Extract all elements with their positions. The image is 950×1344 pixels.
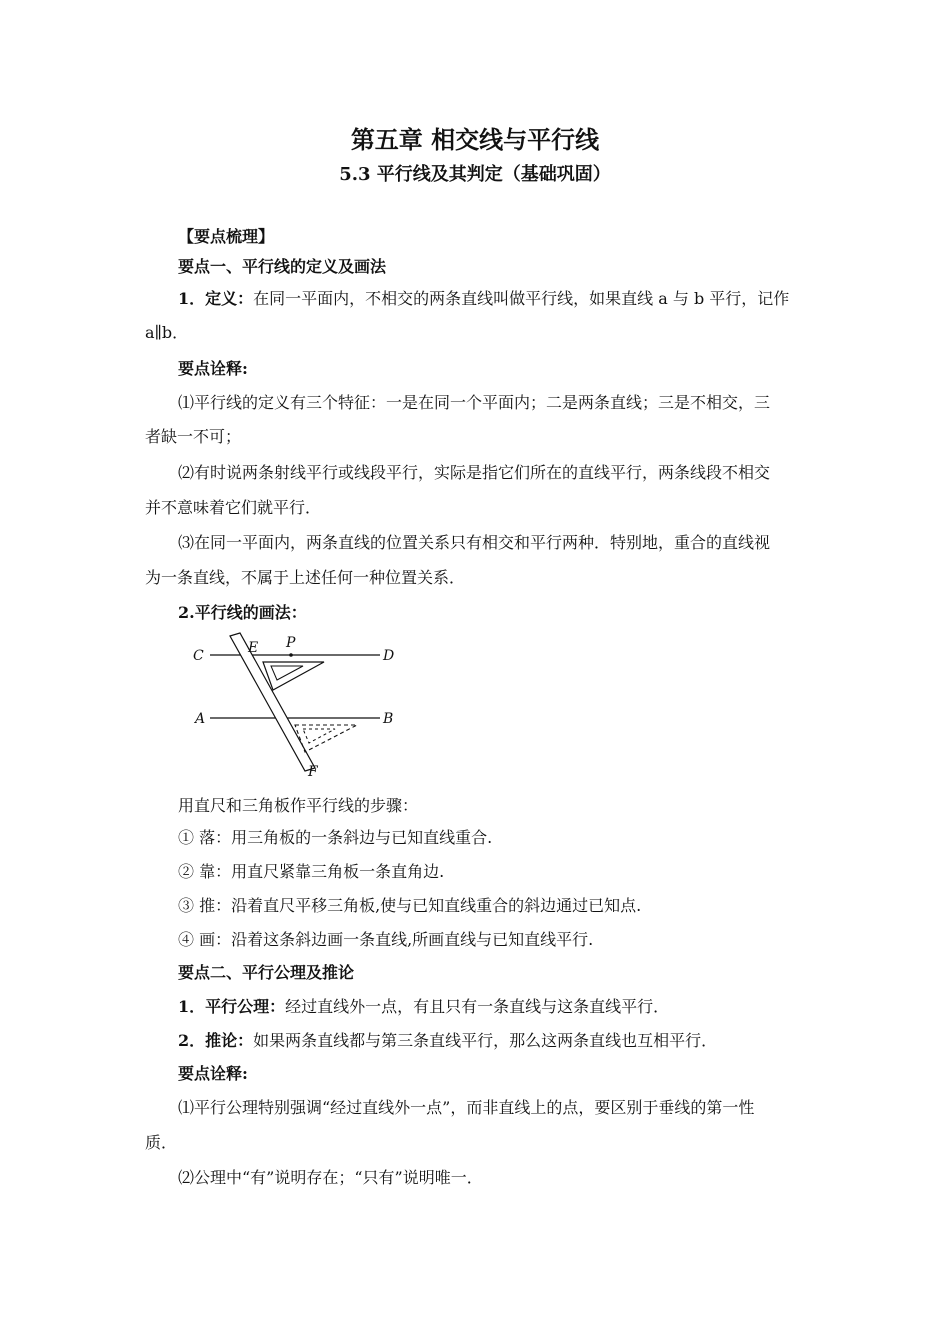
axiom-text: 经过直线外一点，有且只有一条直线与这条直线平行． bbox=[285, 997, 670, 1016]
steps-intro: 用直尺和三角板作平行线的步骤： bbox=[178, 796, 419, 815]
label-p: P bbox=[286, 635, 296, 651]
step-2: ② 靠：用直尺紧靠三角板一条直角边. bbox=[178, 862, 445, 881]
ruler bbox=[230, 633, 315, 771]
step-3: ③ 推：沿着直尺平移三角板,使与已知直线重合的斜边通过已知点. bbox=[178, 896, 642, 915]
label-e: E bbox=[248, 640, 259, 656]
point2-heading: 要点二、平行公理及推论 bbox=[178, 963, 355, 982]
p2-note2: ⑵公理中“有”说明存在；“只有”说明唯一． bbox=[178, 1168, 483, 1187]
triangle-upper-inner bbox=[271, 666, 303, 680]
key-points-heading: 【要点梳理】 bbox=[178, 227, 275, 246]
drawing-heading: 2.平行线的画法： bbox=[178, 603, 307, 622]
label-f: F bbox=[308, 764, 318, 780]
note3-line1: ⑶在同一平面内，两条直线的位置关系只有相交和平行两种．特别地，重合的直线视 bbox=[178, 533, 771, 552]
corollary-label: 2．推论： bbox=[178, 1031, 254, 1050]
note2-line2: 并不意味着它们就平行． bbox=[145, 498, 322, 517]
notes-label-2: 要点诠释: bbox=[178, 1064, 248, 1083]
axiom-line bbox=[178, 996, 669, 1018]
notes-label-1: 要点诠释: bbox=[178, 359, 248, 378]
step-1: ① 落：用三角板的一条斜边与已知直线重合. bbox=[178, 828, 493, 847]
definition-text-cont: a∥b． bbox=[145, 323, 189, 342]
definition-text: 在同一平面内，不相交的两条直线叫做平行线，如果直线 a 与 b 平行，记作 bbox=[253, 289, 790, 308]
step-4: ④ 画：沿着这条斜边画一条直线,所画直线与已知直线平行. bbox=[178, 930, 594, 949]
section-title: 5.3 平行线及其判定（基础巩固） bbox=[339, 164, 611, 185]
note1-line1: ⑴平行线的定义有三个特征：一是在同一个平面内；二是两条直线；三是不相交，三 bbox=[178, 393, 771, 412]
definition-label: 1．定义： bbox=[178, 289, 254, 308]
label-d: D bbox=[383, 648, 395, 664]
point1-heading: 要点一、平行线的定义及画法 bbox=[178, 257, 387, 276]
note3-line2: 为一条直线，不属于上述任何一种位置关系． bbox=[145, 568, 466, 587]
triangle-lower-inner bbox=[303, 729, 335, 743]
parallel-drawing-figure bbox=[185, 630, 415, 780]
note1-line2: 者缺一不可； bbox=[145, 427, 242, 446]
chapter-title: 第五章 相交线与平行线 bbox=[350, 125, 600, 154]
axiom-label: 1．平行公理： bbox=[178, 997, 286, 1016]
point-p bbox=[289, 653, 293, 657]
corollary-line bbox=[178, 1030, 717, 1052]
p2-note1-line2: 质． bbox=[145, 1133, 178, 1152]
note2-line1: ⑵有时说两条射线平行或线段平行，实际是指它们所在的直线平行，两条线段不相交 bbox=[178, 463, 771, 482]
label-b: B bbox=[383, 711, 394, 727]
definition-line bbox=[178, 288, 789, 310]
label-a: A bbox=[195, 711, 206, 727]
p2-note1-line1: ⑴平行公理特别强调“经过直线外一点”，而非直线上的点，要区别于垂线的第一性 bbox=[178, 1098, 755, 1117]
label-c: C bbox=[193, 648, 204, 664]
corollary-text: 如果两条直线都与第三条直线平行，那么这两条直线也互相平行． bbox=[253, 1031, 718, 1050]
